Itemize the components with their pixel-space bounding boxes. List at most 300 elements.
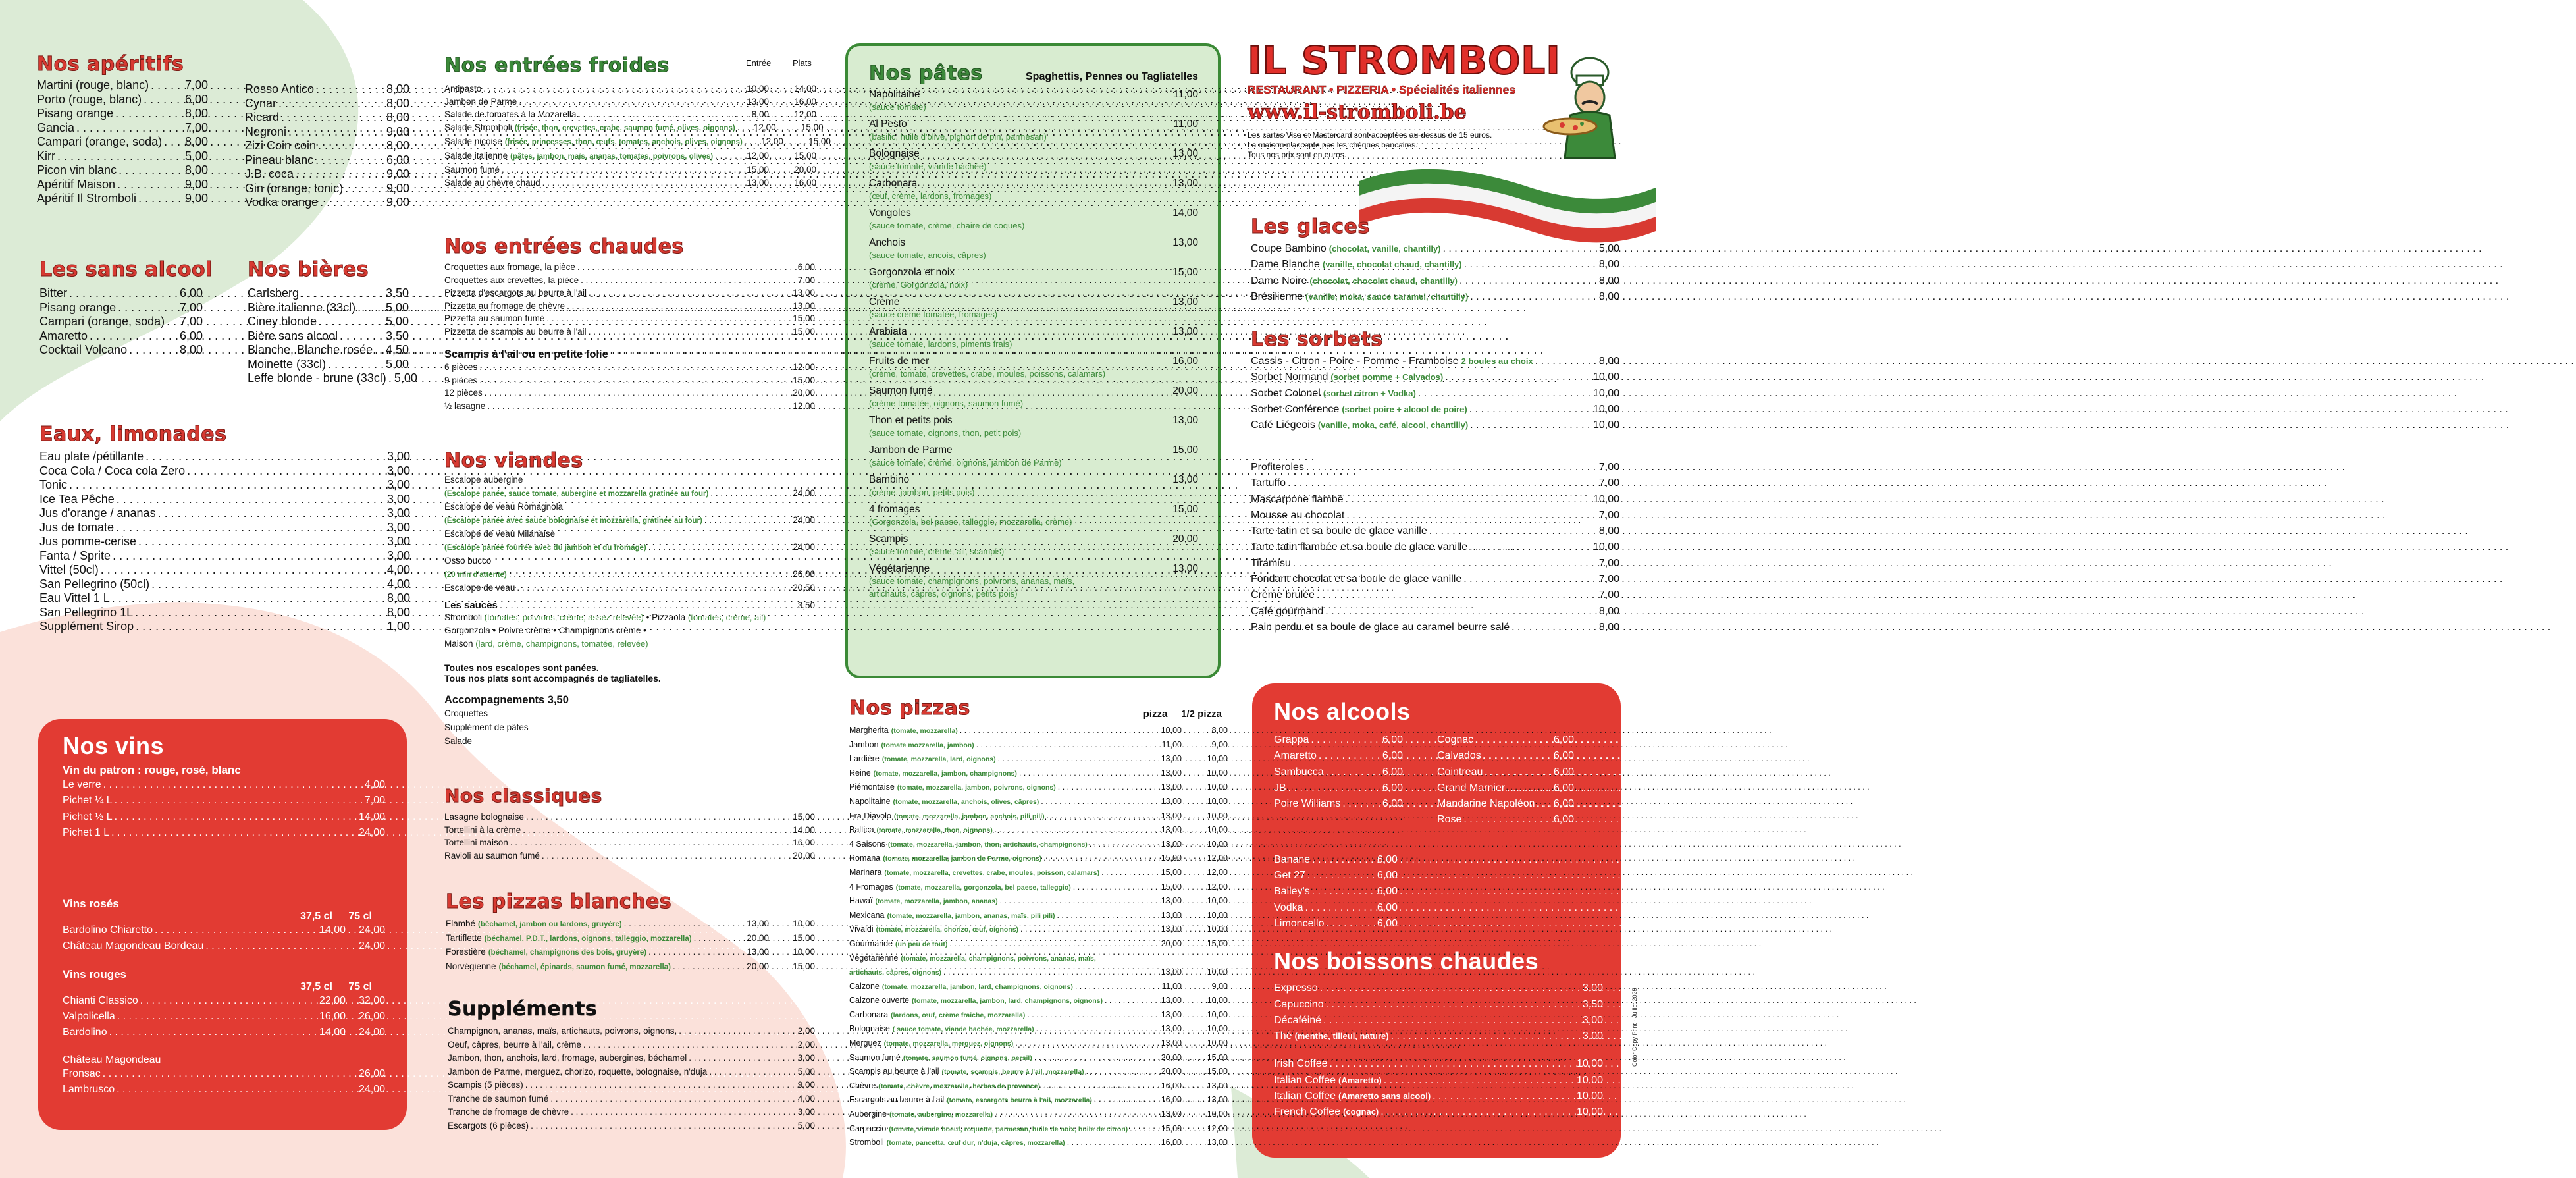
boissons-chaudes-title: Nos boissons chaudes [1274,948,1539,975]
pasta-price: 15,00 [1172,267,1198,278]
pasta-desc: (crème, tomate, crevettes, crabe, moules, poissons, calamars) [869,369,1106,379]
accomp-list [444,707,815,748]
item-price: 6,00 [1382,798,1403,810]
item-name: Croquettes aux crevettes, la pièce [444,275,579,285]
pasta-desc: (sauce tomate, viande hachée) [869,161,987,171]
menu-item [39,329,203,344]
half-pizza-price: 10,00 [1207,896,1228,906]
pizza-desc: (tomate, viande boeuf, roquette, parmesan, huile de noix, huile de citron) [889,1125,1128,1133]
info-line: Les cartes Visa et Mastercard sont acceptées au-dessus de 15 euros. [1248,130,1492,140]
item-name: Jambon, thon, anchois, lard, fromage, aubergines, béchamel [448,1053,687,1063]
menu-item [444,261,815,274]
item-name: Cocktail Volcano [39,343,128,356]
pasta-row [869,148,1198,160]
item-price: 6,00 [1377,870,1398,882]
pizza-name: Baltica [849,825,874,835]
pizza-name: Mexicana [849,910,885,920]
menu-item [248,358,409,372]
item-price: 4,00 [386,577,410,591]
alcools-col-1 [1274,732,1403,828]
menu-item [63,993,385,1009]
item-price: 10,00 [1592,371,1619,383]
menu-item [446,932,815,946]
item-price: 8,00 [386,591,410,604]
item-price: 24,00 [358,826,385,838]
menu-item [1251,587,1619,603]
item-price: 3,00 [386,478,410,491]
menu-item [444,824,815,837]
item-price-b: 15,00 [793,932,815,943]
menu-item [1251,417,1619,433]
menu-item [39,606,410,620]
menu-item [39,301,203,315]
pizza-desc: (tomate, mozzarella, thon, oignons) [876,826,993,835]
item-name: San Pellegrino 1L [39,605,134,619]
item-name: Dame Blanche [1251,259,1320,271]
dot-leader [316,82,384,97]
item-name: Negroni [245,124,287,138]
pizza-name: Stromboli [849,1138,884,1148]
dot-leader [487,400,791,413]
item-price: 8,00 [184,135,208,148]
pizza-name: Merguez [849,1038,881,1048]
item-price: 8,00 [386,111,409,124]
dot-leader [118,163,183,178]
item-name: Supplément Sirop [39,620,134,633]
menu-item [248,315,409,329]
pasta-price: 11,00 [1173,119,1198,130]
sauce-stromboli: Stromboli [444,612,483,622]
item-price: 8,00 [1598,356,1619,367]
item-name: Amaretto [39,329,88,342]
pizza-name: Hawaï [849,896,873,906]
pizza-desc: (tomate, mozzarella, jambon, ananas, maïs, pili pili) [887,911,1055,920]
pasta-name: Carbonara [869,178,918,189]
pasta-price: 13,00 [1172,326,1198,337]
item-price-a: 13,00 [747,947,769,957]
supplements-title: Suppléments [448,998,598,1021]
dot-leader [138,535,385,549]
pizza-desc: (tomate, mozzarella, jambon, ananas) [875,897,998,906]
entrees-chaudes-section [444,235,815,412]
pasta-item [869,89,1198,113]
aperitif-item [37,121,208,136]
accomp-title: Accompagnements 3,50 [444,694,569,706]
pizza-row [849,894,1228,909]
half-pizza-price: 10,00 [1207,910,1228,920]
pizza-price: 13,00 [1161,896,1182,906]
item-price: 6,00 [1377,901,1398,913]
menu-item [63,1025,385,1040]
dot-leader [1537,796,1552,812]
dot-leader [1036,1022,1142,1036]
item-price: 6,00 [1553,814,1574,826]
dot-leader [296,167,384,182]
item-price: 26,00 [358,1067,385,1079]
dot-leader [187,464,385,479]
item-price: 7,00 [184,78,208,92]
dot-leader [1342,796,1380,812]
menu-item [63,825,385,841]
sorbets-list [1251,354,1619,433]
menu-item [448,1079,815,1092]
pizza-price: 13,00 [1161,910,1182,920]
item-desc: (sorbet poire + alcool de poire) [1342,404,1467,414]
pasta-price: 20,00 [1172,533,1198,545]
item-price: 3,00 [797,1053,815,1063]
dot-leader [158,506,385,521]
item-name: Pain perdu et sa boule de glace au caramel beurre salé [1251,621,1510,633]
pizza-name: 4 Saisons [849,839,885,849]
dot-leader [578,108,734,121]
pasta-item [869,119,1198,143]
half-pizza-price: 10,00 [1207,924,1228,934]
menu-item [1274,1073,1603,1088]
pasta-item [869,563,1198,600]
dot-leader [1470,417,1591,433]
pizza-row [849,738,1228,753]
pasta-price: 15,00 [1172,504,1198,515]
menu-item [444,121,824,136]
dot-leader [345,182,384,196]
dot-leader [357,301,384,315]
half-pizza-price: 10,00 [1207,1038,1228,1048]
dot-leader [69,478,385,493]
dot-leader [1485,764,1551,780]
item-price: 3,00 [386,450,410,463]
item-name: Calvados [1437,750,1481,762]
item-name: Amaretto [1274,750,1317,762]
pizza-name: Végétarienne [849,953,899,963]
item-name: Coca Cola / Coca cola Zero [39,464,186,477]
item-price: 9,00 [386,181,409,195]
dot-leader [1391,1029,1581,1044]
dot-leader [1058,780,1142,794]
pizza-name: Jambon [849,739,879,749]
item-name: Get 27 [1274,870,1306,882]
item-name: Jus d'orange / ananas [39,506,156,520]
menu-item [1437,780,1574,796]
menu-item [1274,868,1398,884]
item-name: Picon vin blanc [37,163,117,176]
pizza-price: 11,00 [1161,981,1182,991]
pasta-row [869,504,1198,516]
item-name: Pizzetta au fromage de chèvre [444,300,565,311]
pizza-row [849,1022,1228,1036]
pizza-row [849,937,1228,951]
dot-leader [111,825,357,841]
half-pizza-price: 15,00 [1207,1052,1228,1062]
item-desc: (chocolat, chocolat chaud, chantilly) [1309,275,1458,286]
item-name: Jambon de Parme [444,96,517,107]
menu-item [39,506,410,521]
menu-item [39,591,410,606]
pasta-price: 13,00 [1172,178,1198,189]
item-price: 8,00 [184,163,208,176]
item-name: Ciney blonde [248,315,317,328]
pizza-desc: (tomate, mozzarella, lard, oignons) [881,755,996,764]
item-price: 4,00 [797,1093,815,1104]
dot-leader [1320,980,1581,996]
pizza-name: Escargots au beurre à l'ail [849,1095,945,1105]
pasta-item [869,533,1198,558]
dot-leader [1346,492,1591,508]
pizza-desc: (tomate, mozzarella, crevettes, crabe, moules, poisson, calamars) [884,869,1100,877]
item-price: 8,00 [1598,621,1619,633]
item-desc: (frisée, thon, crevettes, crabe, saumon fumé, olives, oignons) [514,124,735,132]
dot-leader [1418,386,1591,402]
item-price: 4,50 [385,343,409,356]
dot-leader [117,1009,309,1025]
item-price: 3,00 [386,549,410,562]
classiques-list [444,811,815,862]
menu-item [63,777,385,793]
pizza-row [849,923,1228,937]
dot-leader [155,923,309,938]
alcools-section [1274,698,1603,1121]
accomp-item: Salade [444,736,473,746]
item-price: 6,00 [1382,766,1403,778]
item-name: Campari (orange, soda) [39,315,165,328]
pizza-price: 13,00 [1161,825,1182,835]
dot-leader [1307,868,1375,884]
viande-item [444,541,815,554]
aperitif-item [37,178,208,192]
pasta-name: Anchois [869,237,906,248]
pasta-name: Vongoles [869,207,911,219]
item-desc: (béchamel, épinards, saumon fumé, mozzarella) [498,963,671,971]
pasta-item [869,267,1198,291]
dot-leader [519,95,734,109]
menu-item [1274,1104,1603,1120]
item-name: Moinette (33cl) [248,357,327,371]
pasta-item [869,356,1198,380]
menu-item [1274,916,1398,932]
item-name: Pisang orange [39,300,117,314]
half-pizza-price: 10,00 [1207,825,1228,835]
half-pizza-price: 10,00 [1207,1110,1228,1119]
dot-leader [943,965,1142,979]
viande-price: 20,50 [793,583,815,593]
item-price: 7,00 [364,795,385,807]
menu-item [39,563,410,577]
item-name: Bailey's [1274,886,1310,897]
pizza-desc-2: artichauts, câpres, oignons) [849,969,942,977]
pizza-price: 13,00 [1161,924,1182,934]
pizza-name: Vivaldi [849,924,874,934]
menu-item [1274,764,1403,780]
pizza-name: Saumon fumé [849,1052,901,1062]
menu-item [63,923,385,938]
dot-leader [1075,980,1142,994]
sauce-pizzaola: • Pizzaola [646,612,686,622]
aperitif-item [37,149,208,164]
item-name: Salade niçoise [444,136,502,146]
item-price-b: 24,00 [358,940,385,952]
pizza-desc: (tomate, saumon fumé, oignons, persil) [903,1054,1032,1062]
pizza-desc: (tomate, mozzarella, champignons, poivrons, ananas, maïs, [901,954,1096,963]
item-price: 5,00 [184,149,208,163]
item-price: 15,00 [793,812,815,822]
viande-name: Escalope aubergine [444,475,523,485]
pizza-price: 20,00 [1161,938,1182,948]
pizza-name: Margherita [849,726,889,735]
item-name: Château Magondeau Bordeau [63,940,204,952]
dot-leader [1000,894,1142,908]
item-name: Kirr [37,149,55,163]
dot-leader [1311,732,1380,748]
sauce-maison-desc: (lard, crème, champignons, tomatée, relevée) [475,639,648,649]
menu-item [1274,1088,1603,1104]
alcools-col-3 [1274,852,1398,932]
desserts-list [1251,460,1619,635]
pasta-desc: (sauce tomate, crème, oignons, jambon de Parme) [869,458,1062,468]
pizza-row [849,1051,1228,1065]
dot-leader [117,1082,357,1098]
dot-leader [550,1092,795,1106]
pizza-name: Scampis au beurre à l'ail [849,1067,939,1077]
item-price-b: 16,00 [794,96,816,107]
dot-leader [1346,508,1597,523]
dot-leader [1535,354,1597,369]
item-price: 3,50 [385,329,409,342]
item-name: Campari (orange, soda) [37,135,163,148]
pizza-name: Aubergine [849,1110,887,1119]
info-line: Tous nos prix sont en euros. [1248,150,1347,159]
viande-name: Escalope de veau Romagnola [444,502,564,512]
item-price: 14,00 [358,811,385,822]
dot-leader [1483,748,1552,764]
item-name: Banane [1274,853,1311,865]
item-price: 10,00 [1592,493,1619,505]
dot-leader [995,823,1142,837]
dot-leader [1090,838,1142,851]
item-name: Cognac [1437,734,1474,745]
aperitif-item [245,125,409,140]
wine-col-b: 75 cl [348,911,372,923]
sorbets-section [1251,328,1619,433]
website-link[interactable]: www.il-stromboli.be [1248,101,1467,124]
chef-icon [1544,53,1623,158]
pizzas-list [849,724,1228,1150]
pasta-name: Napolitaine [869,89,920,100]
item-name: 6 pièces [444,362,478,372]
viande-desc: (20 min d'attente) [444,571,507,579]
item-price: 3,00 [386,520,410,534]
aperitif-item [245,111,409,125]
pasta-price: 13,00 [1172,563,1198,574]
item-price: 3,00 [797,1107,815,1117]
item-desc: (béchamel, jambon ou lardons, gruyère) [478,921,622,928]
item-name: Tarte tatin flambée et sa boule de glace vanille [1251,541,1468,553]
pasta-price: 13,00 [1172,296,1198,308]
dot-leader [1312,884,1375,899]
dot-leader [113,549,385,564]
menu-item [444,149,816,164]
aperitifs-list-1 [37,78,208,206]
dot-leader [281,111,384,125]
aperitifs-section [37,53,208,206]
print-note: Color Copy Print - Juillet 2025 [1631,988,1638,1067]
item-name: Bière italienne (33cl) [248,300,356,314]
dot-leader [1043,851,1142,865]
pasta-name: Jambon de Parme [869,444,953,456]
item-price: 16,00 [793,838,815,847]
dot-leader [995,1108,1142,1121]
viandes-section [444,449,815,748]
pizza-col-header: pizza [1143,709,1168,720]
pizza-price: 13,00 [1161,782,1182,792]
item-name: Jambon de Parme, merguez, chorizo, roquette, bolognaise, n'duja [448,1066,708,1077]
pizza-desc: (tomate, scampis, beurre à l'ail, mozzarella) [941,1068,1084,1077]
eaux-list [39,450,410,634]
vin-patron-title: Vin du patron : rouge, rosé, blanc [63,764,241,776]
pizza-desc: (tomate, mozzarella, anchois, olives, câpres) [893,797,1039,806]
viande-price: 24,00 [793,488,815,498]
dot-leader [1306,460,1597,475]
vins-rouges-title: Vins rouges [63,967,126,980]
dot-leader [109,1025,309,1040]
wine-col-a-2: 37,5 cl [300,980,332,992]
menu-item [248,371,417,386]
item-name: Tartiflette [446,932,482,943]
menu-item [444,849,815,863]
pasta-desc: (crème, jambon, petits pois) [869,487,975,497]
pasta-name: Bambino [869,474,910,485]
item-price: 8,00 [1598,275,1619,286]
pasta-item [869,207,1198,232]
menu-item [448,1092,815,1106]
item-price: 6,00 [1377,886,1398,897]
pasta-row [869,563,1198,575]
vins-roses-list [63,923,385,955]
aperitif-item [245,182,409,196]
pasta-row [869,474,1198,486]
pizza-row [849,752,1228,766]
pizza-price: 13,00 [1161,754,1182,764]
viande-name: Escalope de veau [444,583,515,593]
pasta-item [869,178,1198,202]
dot-leader [715,149,734,163]
item-desc: (vanille, chocolat chaud, chantilly) [1322,259,1462,270]
item-name: Bitter [39,286,68,300]
item-price: 3,00 [386,464,410,477]
menu-item [444,361,815,374]
menu-item [248,343,409,358]
dot-leader [673,960,731,973]
item-name: JB [1274,782,1286,793]
item-price-b: 24,00 [358,924,385,936]
item-price: 3,00 [1582,1031,1603,1042]
pizza-row [849,795,1228,809]
item-price-b: 24,00 [358,1027,385,1038]
pates-list [869,89,1198,600]
dot-leader [1067,1136,1142,1150]
dot-leader [531,1119,796,1133]
item-price: 13,00 [793,288,815,298]
item-name: Salade Stromboli [444,122,512,132]
menu-item [444,108,816,121]
pizza-name: Marinara [849,867,882,877]
item-price: 6,00 [1553,782,1574,793]
item-name: Fanta / Sprite [39,549,111,562]
aperitif-item [245,167,409,182]
pizza-row [849,1136,1228,1150]
dot-leader [1326,916,1375,932]
pizza-desc: (tomate, mozzarella, jambon, anchois, pili pili) [893,812,1045,820]
vins-rouges-list [63,993,385,1041]
half-pizza-price: 10,00 [1207,768,1228,778]
